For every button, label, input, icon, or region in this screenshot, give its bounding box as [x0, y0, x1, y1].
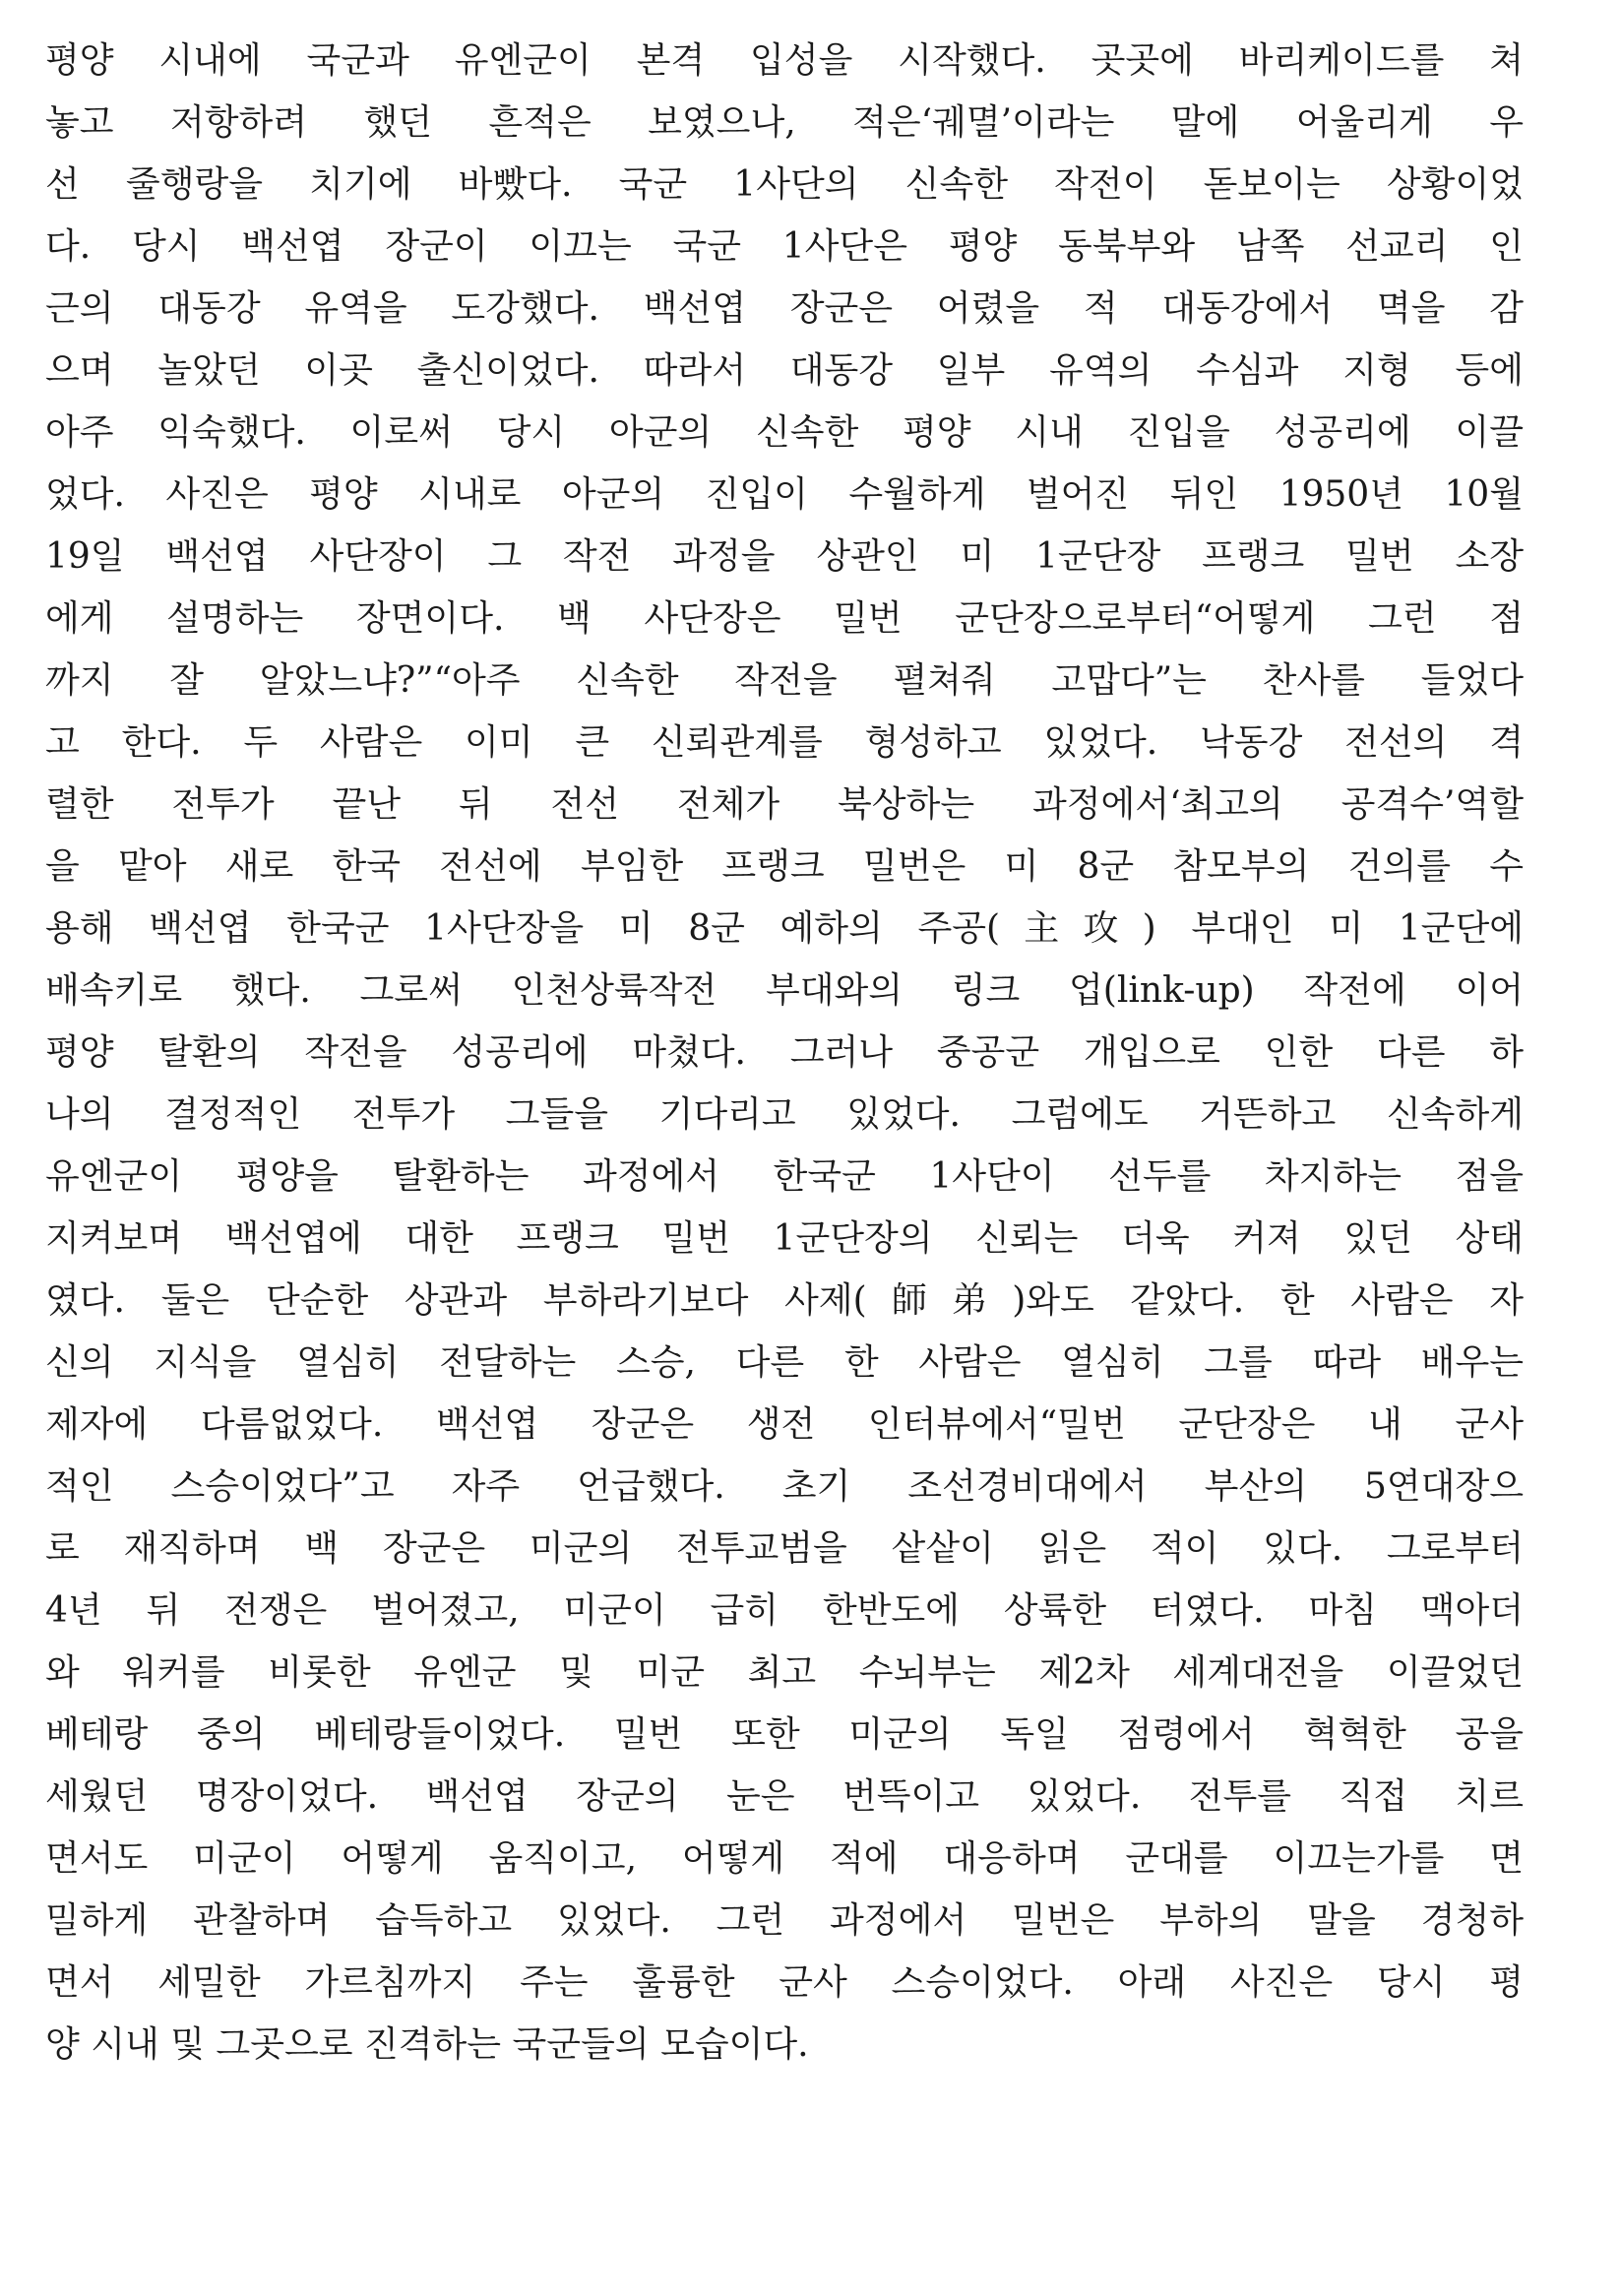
text-line: 까지 잘 알았느냐?”“아주 신속한 작전을 펼쳐줘 고맙다”는 찬사를 들었다 — [45, 660, 1524, 701]
text-line: 다. 당시 백선엽 장군이 이끄는 국군 1사단은 평양 동북부와 남쪽 선교리 인 — [45, 226, 1524, 267]
text-line: 밀하게 관찰하며 습득하고 있었다. 그런 과정에서 밀번은 부하의 말을 경청하 — [45, 1900, 1524, 1941]
text-line: 에게 설명하는 장면이다. 백 사단장은 밀번 군단장으로부터“어떻게 그런 점 — [45, 598, 1524, 639]
body-text — [45, 30, 1524, 2076]
text-line: 19일 백선엽 사단장이 그 작전 과정을 상관인 미 1군단장 프랭크 밀번 소장 — [45, 536, 1524, 577]
text-line: 와 워커를 비롯한 유엔군 및 미군 최고 수뇌부는 제2차 세계대전을 이끌었던 — [45, 1652, 1524, 1693]
text-line: 로 재직하며 백 장군은 미군의 전투교범을 샅샅이 읽은 적이 있다. 그로부터 — [45, 1528, 1524, 1569]
text-line: 였다. 둘은 단순한 상관과 부하라기보다 사제(師弟)와도 같았다. 한 사람은 자 — [45, 1280, 1524, 1321]
text-line: 면서도 미군이 어떻게 움직이고, 어떻게 적에 대응하며 군대를 이끄는가를 면 — [45, 1838, 1524, 1879]
text-line: 지켜보며 백선엽에 대한 프랭크 밀번 1군단장의 신뢰는 더욱 커져 있던 상태 — [45, 1218, 1524, 1259]
text-line: 렬한 전투가 끝난 뒤 전선 전체가 북상하는 과정에서‘최고의 공격수’역할 — [45, 784, 1524, 825]
text-line: 고 한다. 두 사람은 이미 큰 신뢰관계를 형성하고 있었다. 낙동강 전선의 격 — [45, 722, 1524, 763]
text-line: 평양 시내에 국군과 유엔군이 본격 입성을 시작했다. 곳곳에 바리케이드를 쳐 — [45, 40, 1524, 81]
text-line: 놓고 저항하려 했던 흔적은 보였으나, 적은‘궤멸’이라는 말에 어울리게 우 — [45, 102, 1524, 143]
text-line: 유엔군이 평양을 탈환하는 과정에서 한국군 1사단이 선두를 차지하는 점을 — [45, 1156, 1524, 1197]
text-line: 배속키로 했다. 그로써 인천상륙작전 부대와의 링크 업(link-up) 작전에 이어 — [45, 970, 1524, 1011]
text-line: 평양 탈환의 작전을 성공리에 마쳤다. 그러나 중공군 개입으로 인한 다른 하 — [45, 1032, 1524, 1073]
text-line: 제자에 다름없었다. 백선엽 장군은 생전 인터뷰에서“밀번 군단장은 내 군사 — [45, 1404, 1524, 1445]
text-line: 을 맡아 새로 한국 전선에 부임한 프랭크 밀번은 미 8군 참모부의 건의를 수 — [45, 846, 1524, 887]
text-line: 근의 대동강 유역을 도강했다. 백선엽 장군은 어렸을 적 대동강에서 멱을 감 — [45, 288, 1524, 329]
text-line: 나의 결정적인 전투가 그들을 기다리고 있었다. 그럼에도 거뜬하고 신속하게 — [45, 1094, 1524, 1135]
text-line: 신의 지식을 열심히 전달하는 스승, 다른 한 사람은 열심히 그를 따라 배우는 — [45, 1342, 1524, 1383]
text-line: 었다. 사진은 평양 시내로 아군의 진입이 수월하게 벌어진 뒤인 1950년 10월 — [45, 474, 1524, 515]
text-line: 선 줄행랑을 치기에 바빴다. 국군 1사단의 신속한 작전이 돋보이는 상황이었 — [45, 164, 1524, 205]
text-line: 용해 백선엽 한국군 1사단장을 미 8군 예하의 주공(主攻) 부대인 미 1군단에 — [45, 908, 1524, 949]
text-line: 베테랑 중의 베테랑들이었다. 밀번 또한 미군의 독일 점령에서 혁혁한 공을 — [45, 1714, 1524, 1755]
text-line: 면서 세밀한 가르침까지 주는 훌륭한 군사 스승이었다. 아래 사진은 당시 평 — [45, 1962, 1524, 2003]
text-line: 으며 놀았던 이곳 출신이었다. 따라서 대동강 일부 유역의 수심과 지형 등에 — [45, 350, 1524, 391]
text-line: 적인 스승이었다”고 자주 언급했다. 초기 조선경비대에서 부산의 5연대장으 — [45, 1466, 1524, 1507]
text-line: 4년 뒤 전쟁은 벌어졌고, 미군이 급히 한반도에 상륙한 터였다. 마침 맥아더 — [45, 1590, 1524, 1631]
text-line: 양 시내 및 그곳으로 진격하는 국군들의 모습이다. — [45, 2024, 809, 2065]
text-line: 세웠던 명장이었다. 백선엽 장군의 눈은 번뜩이고 있었다. 전투를 직접 치르 — [45, 1776, 1524, 1817]
text-line: 아주 익숙했다. 이로써 당시 아군의 신속한 평양 시내 진입을 성공리에 이끌 — [45, 412, 1524, 453]
